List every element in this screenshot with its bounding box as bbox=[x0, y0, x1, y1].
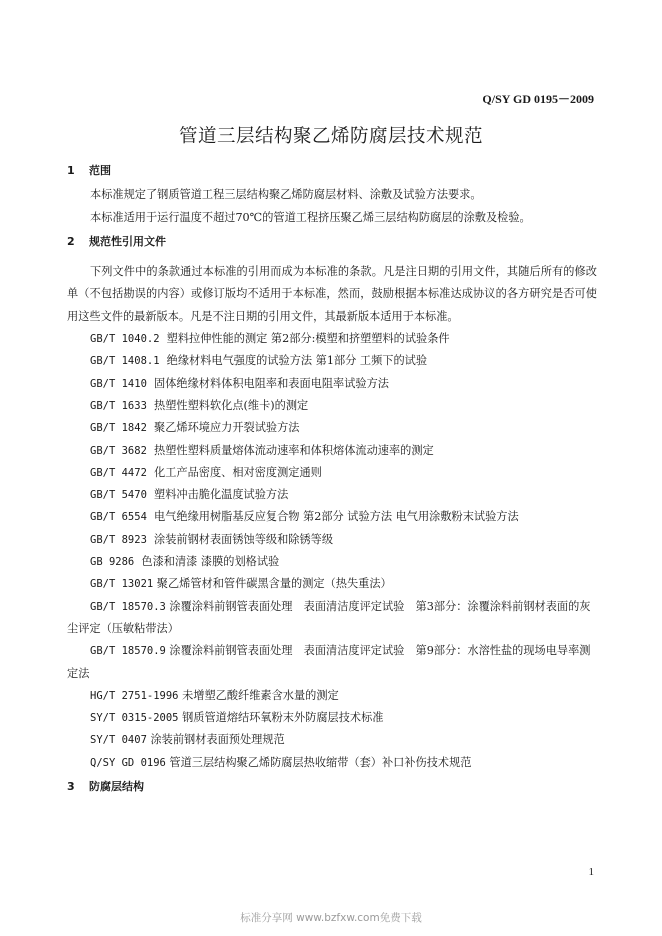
reference-item bbox=[67, 551, 597, 573]
section-3-heading bbox=[67, 776, 597, 798]
section-number: 2 bbox=[67, 234, 75, 248]
reference-item bbox=[67, 729, 597, 751]
paragraph: 本标准适用于运行温度不超过70℃的管道工程挤压聚乙烯三层结构防腐层的涂敷及检验。 bbox=[90, 210, 531, 224]
section-title: 规范性引用文件 bbox=[89, 234, 166, 248]
reference-title: 绝缘材料电气强度的试验方法 第1部分 工频下的试验 bbox=[166, 354, 428, 368]
reference-title: 塑料冲击脆化温度试验方法 bbox=[154, 488, 289, 502]
reference-code: GB/T 1408.1 bbox=[90, 355, 160, 368]
reference-item bbox=[67, 350, 597, 372]
document-title: 管道三层结构聚乙烯防腐层技术规范 bbox=[178, 126, 483, 147]
reference-item bbox=[67, 596, 597, 641]
reference-item bbox=[67, 373, 597, 395]
reference-item bbox=[67, 506, 597, 528]
reference-title: 聚乙烯管材和管件碳黑含量的测定（热失重法） bbox=[156, 577, 392, 591]
reference-title: 涂装前钢材表面预处理规范 bbox=[150, 733, 285, 747]
document-body bbox=[67, 160, 597, 798]
reference-item bbox=[67, 685, 597, 707]
reference-code: GB 9286 bbox=[90, 556, 135, 569]
reference-code: GB/T 1410 bbox=[90, 377, 147, 390]
reference-code: GB/T 1633 bbox=[90, 399, 147, 412]
section-number: 3 bbox=[67, 780, 75, 794]
reference-code: GB/T 6554 bbox=[90, 511, 147, 524]
paragraph: 下列文件中的条款通过本标准的引用而成为本标准的条款。凡是注日期的引用文件，其随后所有的修改单（不包括勘误的内容）或修订版均不适用于本标准，然而，鼓励根据本标准达成协议的各方研究是否可使用这些文件的最新版本。凡是不注日期的引用文件，其最新版本适用于本标准。 bbox=[67, 265, 597, 323]
reference-code: GB/T 3682 bbox=[90, 444, 147, 457]
reference-code: GB/T 4472 bbox=[90, 466, 147, 479]
reference-item bbox=[67, 529, 597, 551]
reference-item bbox=[67, 707, 597, 729]
reference-item bbox=[67, 640, 597, 685]
reference-title: 涂覆涂料前钢管表面处理 表面清洁度评定试验 第9部分：水溶性盐的现场电导率测定法 bbox=[67, 644, 591, 680]
reference-item bbox=[67, 395, 597, 417]
reference-code: Q/SY GD 0196 bbox=[90, 756, 166, 769]
reference-item bbox=[67, 752, 597, 774]
reference-code: GB/T 1040.2 bbox=[90, 333, 160, 346]
reference-title: 涂装前钢材表面锈蚀等级和除锈等级 bbox=[154, 532, 334, 546]
reference-item bbox=[67, 417, 597, 439]
section-2-heading bbox=[67, 231, 597, 253]
reference-code: SY/T 0315-2005 bbox=[90, 712, 179, 725]
section-title: 范围 bbox=[89, 164, 111, 177]
reference-title: 固体绝缘材料体积电阻率和表面电阻率试验方法 bbox=[154, 376, 389, 390]
reference-title: 色漆和清漆 漆膜的划格试验 bbox=[141, 555, 280, 569]
page-number: 1 bbox=[588, 866, 594, 878]
reference-item bbox=[67, 328, 597, 350]
reference-code: HG/T 2751-1996 bbox=[90, 689, 179, 702]
reference-title: 热塑性塑料质量熔体流动速率和体积熔体流动速率的测定 bbox=[154, 443, 434, 457]
reference-item bbox=[67, 573, 597, 595]
section-1-heading bbox=[67, 160, 597, 182]
reference-title: 管道三层结构聚乙烯防腐层热收缩带（套）补口补伤技术规范 bbox=[169, 755, 472, 769]
reference-item bbox=[67, 484, 597, 506]
reference-code: GB/T 5470 bbox=[90, 489, 147, 502]
reference-item bbox=[67, 440, 597, 462]
reference-title: 聚乙烯环境应力开裂试验方法 bbox=[154, 421, 300, 435]
reference-title: 塑料拉伸性能的测定 第2部分:模塑和挤塑塑料的试验条件 bbox=[166, 332, 450, 346]
reference-code: GB/T 8923 bbox=[90, 533, 147, 546]
reference-title: 涂覆涂料前钢管表面处理 表面清洁度评定试验 第3部分：涂覆涂料前钢材表面的灰尘评定（压敏粘带法） bbox=[67, 599, 591, 635]
reference-title: 化工产品密度、相对密度测定通则 bbox=[154, 465, 322, 479]
reference-code: GB/T 18570.9 bbox=[90, 645, 166, 658]
paragraph: 本标准规定了钢质管道工程三层结构聚乙烯防腐层材料、涂敷及试验方法要求。 bbox=[90, 188, 482, 202]
watermark: 标准分享网 www.bzfxw.com免费下载 bbox=[240, 912, 422, 924]
reference-title: 未增塑乙酸纤维素含水量的测定 bbox=[182, 688, 339, 702]
reference-title: 电气绝缘用树脂基反应复合物 第2部分 试验方法 电气用涂敷粉末试验方法 bbox=[154, 510, 519, 524]
reference-code: GB/T 18570.3 bbox=[90, 600, 166, 613]
reference-title: 钢质管道熔结环氧粉末外防腐层技术标准 bbox=[182, 711, 384, 725]
reference-code: GB/T 1842 bbox=[90, 422, 147, 435]
reference-item bbox=[67, 462, 597, 484]
section-title: 防腐层结构 bbox=[89, 780, 144, 794]
standard-code: Q/SY GD 0195－2009 bbox=[482, 92, 594, 106]
section-number: 1 bbox=[67, 164, 75, 177]
reference-code: SY/T 0407 bbox=[90, 734, 147, 747]
reference-code: GB/T 13021 bbox=[90, 578, 154, 591]
reference-title: 热塑性塑料软化点(维卡)的测定 bbox=[154, 398, 309, 412]
